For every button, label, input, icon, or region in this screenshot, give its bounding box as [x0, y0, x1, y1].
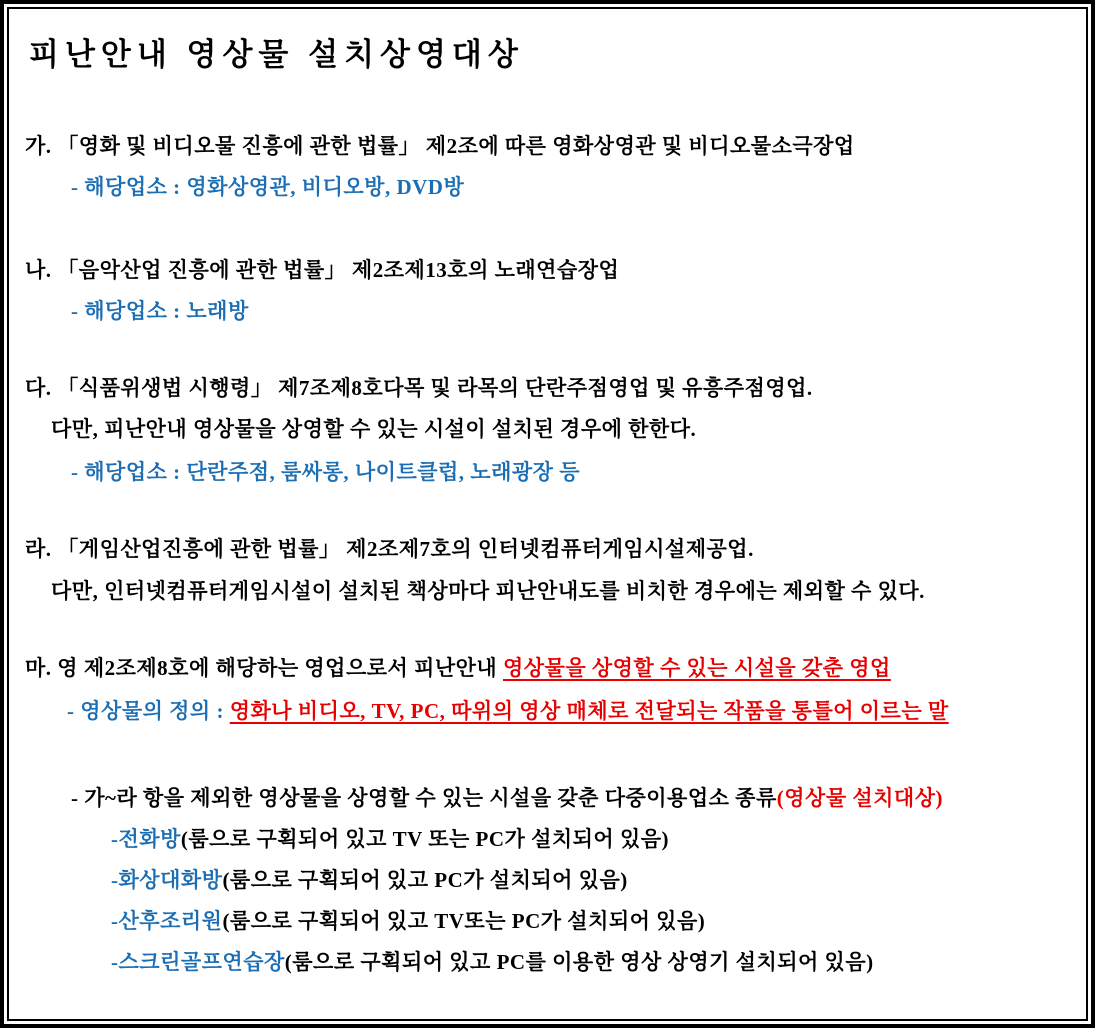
venue-desc: (룸으로 구획되어 있고 TV 또는 PC가 설치되어 있음)	[180, 827, 670, 851]
video-definition-text: 영화나 비디오, TV, PC, 따위의 영상 매체로 전달되는 작품을 통틀어 이르는 말	[229, 699, 949, 723]
section-ma-lead-text: 마. 영 제2조제8호에 해당하는 영업으로서 피난안내	[25, 656, 503, 680]
section-ma-highlight-text: 영상물을 상영할 수 있는 시설을 갖춘 영업	[502, 656, 891, 680]
section-da-note: 다만, 피난안내 영상물을 상영할 수 있는 시설이 설치된 경우에 한한다.	[51, 417, 697, 441]
section-da-law: 다. 「식품위생법 시행령」 제7조제8호다목 및 라목의 단란주점영업 및 유흥주점영업.	[25, 376, 813, 400]
video-definition-label: - 영상물의 정의 :	[67, 699, 230, 723]
page-title: 피난안내 영상물 설치상영대상	[29, 37, 524, 72]
venue-list-lead-text: - 가~라 항을 제외한 영상물을 상영할 수 있는 시설을 갖춘 다중이용업소 종류	[71, 786, 777, 810]
section-ra-note: 다만, 인터넷컴퓨터게임시설이 설치된 책상마다 피난안내도를 비치한 경우에는 제외할 수 있다.	[51, 579, 925, 603]
venue-desc: (룸으로 구획되어 있고 PC를 이용한 영상 상영기 설치되어 있음)	[284, 950, 874, 974]
venue-name: -산후조리원	[111, 909, 223, 933]
venue-item-video-chat-room	[9, 867, 1086, 894]
section-da-businesses: - 해당업소 : 단란주점, 룸싸롱, 나이트클럽, 노래광장 등	[71, 460, 580, 484]
section-na-businesses: - 해당업소 : 노래방	[71, 299, 249, 323]
venue-name: -전화방	[111, 827, 181, 851]
section-ra-law: 라. 「게임산업진흥에 관한 법률」 제2조제7호의 인터넷컴퓨터게임시설제공업.	[25, 537, 754, 561]
venue-item-postnatal-center	[9, 908, 1086, 935]
venue-desc: (룸으로 구획되어 있고 PC가 설치되어 있음)	[222, 868, 628, 892]
venue-list-highlight: (영상물 설치대상)	[776, 786, 943, 810]
venue-name: -화상대화방	[111, 868, 223, 892]
section-na-law: 나. 「음악산업 진흥에 관한 법률」 제2조제13호의 노래연습장업	[25, 258, 620, 282]
section-ga-businesses: - 해당업소 : 영화상영관, 비디오방, DVD방	[71, 175, 465, 199]
venue-name: -스크린골프연습장	[111, 950, 285, 974]
venue-desc: (룸으로 구획되어 있고 TV또는 PC가 설치되어 있음)	[222, 909, 706, 933]
document-frame	[7, 7, 1088, 1021]
section-ga-law: 가. 「영화 및 비디오물 진흥에 관한 법률」 제2조에 따른 영화상영관 및 비디오물소극장업	[25, 134, 855, 158]
section-ma-law	[9, 655, 1086, 682]
venue-item-screen-golf	[9, 949, 1086, 976]
venue-list-lead-line	[9, 785, 1086, 812]
venue-item-phone-room	[9, 826, 1086, 853]
video-definition-line	[9, 698, 1086, 725]
